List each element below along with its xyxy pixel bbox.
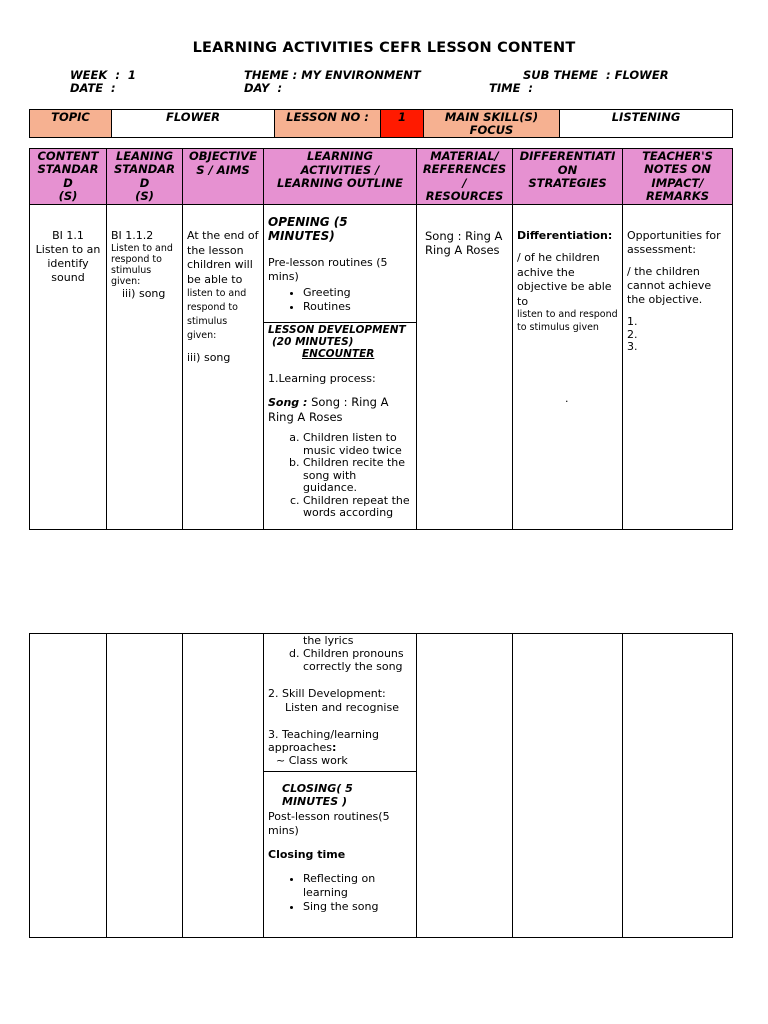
skill-development-label: 2. Skill Development:	[268, 687, 386, 700]
topic-label: TOPIC	[30, 110, 112, 138]
differentiation-cell	[513, 205, 623, 530]
closing-time-label: Closing time	[268, 848, 346, 861]
learning-standard-cell	[107, 205, 183, 530]
closing-heading: CLOSING( 5 MINUTES )	[282, 782, 353, 808]
header-text: /	[462, 175, 467, 190]
header-materials	[417, 149, 513, 205]
header-text: CONTENT	[37, 148, 99, 163]
opening-bullet: • Greeting	[303, 286, 412, 300]
header-text: LEANING	[115, 148, 174, 163]
header-text: STANDAR	[37, 162, 99, 176]
header-text: LEARNING OUTLINE	[277, 176, 403, 190]
objectives-cell	[183, 205, 264, 530]
header-activities	[264, 149, 417, 205]
header-objectives	[183, 149, 264, 205]
opening-routine: Pre-lesson routines (5 mins)	[268, 256, 388, 283]
day-label: DAY :	[244, 81, 283, 95]
opening-section	[264, 205, 416, 323]
notes-item: 2.	[627, 327, 638, 341]
theme-label: THEME : MY ENVIRONMENT	[244, 68, 421, 82]
materials-cell: Song : Ring A Ring A Roses	[417, 205, 513, 530]
closing-bullet: • Sing the song	[303, 900, 412, 914]
empty-cell	[417, 634, 513, 938]
header-learning-standard	[107, 149, 183, 205]
learning-standard-text: respond to	[111, 254, 162, 265]
header-text: STRATEGIES	[528, 176, 607, 190]
objective-text: stimulus	[187, 316, 228, 327]
main-skill-value: LISTENING	[560, 110, 733, 138]
opening-heading: OPENING (5 MINUTES)	[268, 215, 348, 243]
notes-item: 3.	[627, 340, 638, 353]
closing-bullet: • Reflecting on learning	[303, 872, 412, 900]
encounter-heading: ENCOUNTER	[302, 348, 375, 360]
header-text: D	[63, 175, 73, 190]
lesson-table-continued	[29, 633, 733, 938]
objective-text: children will	[187, 258, 253, 271]
main-skill-label	[424, 110, 560, 138]
empty-cell	[623, 634, 733, 938]
objective-text: At the end of	[187, 229, 259, 242]
development-step: a. Children listen to music video twice	[303, 432, 412, 457]
topic-table	[29, 109, 733, 138]
objective-text: be able to	[187, 272, 243, 286]
header-text: S / AIMS	[196, 162, 250, 177]
notes-cell	[623, 205, 733, 530]
header-text: REMARKS	[645, 189, 710, 203]
header-text: RESOURCES	[425, 189, 504, 203]
lesson-no-value: 1	[381, 110, 424, 138]
header-text: OBJECTIVE	[189, 149, 257, 163]
content-standard-text: sound	[51, 271, 85, 284]
content-standard-text: Listen to an	[35, 243, 101, 256]
empty-cell	[183, 634, 264, 938]
objective-text: the lesson	[187, 243, 244, 257]
learning-standard-text: stimulus	[111, 265, 152, 276]
header-text: IMPACT/	[651, 175, 704, 190]
lesson-table	[29, 148, 733, 530]
header-text: DIFFERENTIATI	[519, 149, 616, 163]
header-text: REFERENCES	[422, 162, 507, 176]
objective-text: listen to and	[187, 288, 247, 299]
development-section	[264, 323, 416, 520]
development-duration: (20 MINUTES)	[272, 336, 354, 348]
empty-cell	[513, 634, 623, 938]
main-skill-label-line1: MAIN SKILL(S)	[444, 110, 539, 124]
skill-development-item: Listen and recognise	[285, 701, 399, 714]
header-text: MATERIAL/	[430, 148, 499, 163]
notes-text: Opportunities for assessment:	[627, 229, 721, 256]
activities-continued-cell	[264, 634, 417, 938]
content-standard-text: identify	[47, 257, 89, 270]
lesson-no-label: LESSON NO :	[275, 110, 381, 138]
header-text: NOTES ON	[644, 162, 711, 176]
empty-cell	[107, 634, 183, 938]
objective-text: respond to	[187, 302, 238, 313]
differentiation-dot: .	[565, 392, 569, 405]
objective-item: iii) song	[187, 351, 231, 364]
learning-standard-text: Listen to and	[111, 243, 173, 254]
header-text: ACTIVITIES /	[300, 162, 380, 177]
learning-standard-text: given:	[111, 276, 141, 287]
header-text: (S)	[58, 189, 78, 203]
development-continued	[264, 634, 416, 772]
content-standard-code: BI 1.1	[52, 229, 84, 242]
song-value: Song : Ring A Ring A Roses	[268, 395, 389, 424]
content-standard-cell	[30, 205, 107, 530]
development-step: d. Children pronouns correctly the song	[303, 647, 412, 673]
differentiation-text: listen to and respond to stimulus given	[517, 309, 618, 333]
learning-standard-item: iii) song	[122, 287, 166, 300]
learning-standard-code: BI 1.1.2	[111, 229, 154, 242]
teaching-approach-colon: :	[331, 740, 337, 754]
objective-text: given:	[187, 330, 217, 341]
empty-cell	[30, 634, 107, 938]
development-step: c. Children repeat the words according	[303, 495, 412, 520]
song-label: Song :	[268, 396, 308, 409]
week-label: WEEK : 1	[70, 68, 136, 82]
closing-routine: Post-lesson routines(5 mins)	[268, 810, 390, 837]
teaching-approach-item: ~ Class work	[276, 754, 348, 767]
activities-cell	[264, 205, 417, 530]
page-title: LEARNING ACTIVITIES CEFR LESSON CONTENT	[192, 40, 576, 56]
differentiation-text: / of he children achive the objective be able to	[517, 251, 612, 308]
development-heading: LESSON DEVELOPMENT	[268, 324, 406, 336]
topic-value: FLOWER	[112, 110, 275, 138]
teaching-approach-label: 3. Teaching/learning approaches	[268, 728, 379, 754]
development-step-continued: the lyrics	[303, 634, 354, 647]
learning-process-label: 1.Learning process:	[268, 372, 376, 385]
header-text: (S)	[135, 189, 154, 203]
notes-item: 1.	[627, 315, 638, 328]
sub-theme-label: SUB THEME : FLOWER	[523, 68, 669, 82]
header-text: LEARNING	[307, 149, 373, 163]
header-differentiation	[513, 149, 623, 205]
header-content-standard	[30, 149, 107, 205]
date-label: DATE :	[70, 81, 116, 95]
opening-bullet: • Routines	[303, 300, 412, 314]
notes-text: / the children cannot achieve the objective.	[627, 265, 712, 306]
header-text: D	[139, 175, 150, 190]
header-text: ON	[557, 162, 578, 177]
differentiation-label: Differentiation:	[517, 229, 613, 242]
header-notes	[623, 149, 733, 205]
header-text: STANDAR	[113, 162, 176, 176]
time-label: TIME :	[489, 81, 534, 95]
header-text: TEACHER'S	[642, 148, 713, 163]
closing-section	[264, 772, 416, 914]
development-step: b. Children recite the song with guidance.	[303, 457, 412, 495]
main-skill-label-line2: FOCUS	[469, 123, 514, 137]
